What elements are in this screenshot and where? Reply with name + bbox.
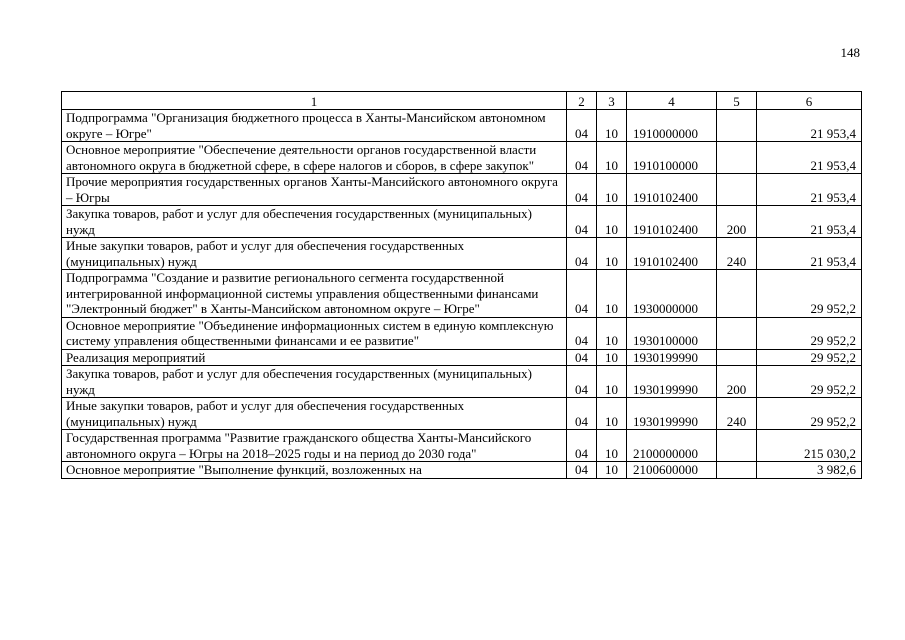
table-row: [62, 174, 862, 206]
table-row: [62, 462, 862, 479]
subsection-code: 10: [597, 398, 627, 430]
header-cell-5: 5: [717, 92, 757, 110]
section-code: 04: [567, 142, 597, 174]
amount: 3 982,6: [757, 462, 862, 479]
subsection-code: 10: [597, 462, 627, 479]
header-row: [62, 92, 862, 110]
header-cell-3: 3: [597, 92, 627, 110]
item-name: Прочие мероприятия государственных органов Ханты-Мансийского автономного округа – Югры: [62, 174, 567, 206]
expense-type-code: [717, 462, 757, 479]
expense-type-code: 200: [717, 206, 757, 238]
item-name: Иные закупки товаров, работ и услуг для обеспечения государственных (муниципальных) нужд: [62, 398, 567, 430]
section-code: 04: [567, 430, 597, 462]
amount: 29 952,2: [757, 270, 862, 318]
target-article-code: 1930199990: [627, 366, 717, 398]
expense-type-code: [717, 430, 757, 462]
target-article-code: 1910000000: [627, 110, 717, 142]
table-row: [62, 398, 862, 430]
section-code: 04: [567, 174, 597, 206]
amount: 29 952,2: [757, 317, 862, 349]
target-article-code: 1930199990: [627, 349, 717, 366]
subsection-code: 10: [597, 317, 627, 349]
amount: 21 953,4: [757, 110, 862, 142]
section-code: 04: [567, 206, 597, 238]
table-row: [62, 238, 862, 270]
table-header: [62, 92, 862, 110]
section-code: 04: [567, 238, 597, 270]
amount: 21 953,4: [757, 142, 862, 174]
item-name: Подпрограмма "Организация бюджетного процесса в Ханты-Мансийском автономном округе – Югре": [62, 110, 567, 142]
item-name: Основное мероприятие "Выполнение функций, возложенных на: [62, 462, 567, 479]
subsection-code: 10: [597, 206, 627, 238]
item-name: Закупка товаров, работ и услуг для обеспечения государственных (муниципальных) нужд: [62, 366, 567, 398]
subsection-code: 10: [597, 142, 627, 174]
expense-type-code: 200: [717, 366, 757, 398]
expense-type-code: [717, 270, 757, 318]
table-body: [62, 110, 862, 479]
table-row: [62, 142, 862, 174]
amount: 21 953,4: [757, 206, 862, 238]
table-row: [62, 366, 862, 398]
target-article-code: 1930199990: [627, 398, 717, 430]
section-code: 04: [567, 270, 597, 318]
table-row: [62, 317, 862, 349]
table-row: [62, 270, 862, 318]
expense-type-code: [717, 110, 757, 142]
expense-type-code: [717, 349, 757, 366]
expense-type-code: 240: [717, 398, 757, 430]
header-cell-1: 1: [62, 92, 567, 110]
expense-type-code: [717, 317, 757, 349]
table-row: [62, 430, 862, 462]
section-code: 04: [567, 398, 597, 430]
item-name: Реализация мероприятий: [62, 349, 567, 366]
target-article-code: 1910102400: [627, 206, 717, 238]
target-article-code: 1910102400: [627, 238, 717, 270]
amount: 29 952,2: [757, 366, 862, 398]
item-name: Закупка товаров, работ и услуг для обеспечения государственных (муниципальных) нужд: [62, 206, 567, 238]
subsection-code: 10: [597, 238, 627, 270]
subsection-code: 10: [597, 366, 627, 398]
expense-type-code: 240: [717, 238, 757, 270]
header-cell-6: 6: [757, 92, 862, 110]
expense-type-code: [717, 142, 757, 174]
section-code: 04: [567, 366, 597, 398]
expense-type-code: [717, 174, 757, 206]
subsection-code: 10: [597, 110, 627, 142]
item-name: Иные закупки товаров, работ и услуг для обеспечения государственных (муниципальных) нужд: [62, 238, 567, 270]
target-article-code: 1910100000: [627, 142, 717, 174]
amount: 29 952,2: [757, 398, 862, 430]
table-row: [62, 110, 862, 142]
amount: 29 952,2: [757, 349, 862, 366]
target-article-code: 1930000000: [627, 270, 717, 318]
item-name: Основное мероприятие "Обеспечение деятельности органов государственной власти автономного округа в бюджетной сфере, в сфере налогов и сборов, в сфере закупок": [62, 142, 567, 174]
section-code: 04: [567, 110, 597, 142]
section-code: 04: [567, 317, 597, 349]
budget-table: [61, 91, 862, 479]
target-article-code: 1930100000: [627, 317, 717, 349]
item-name: Подпрограмма "Создание и развитие регионального сегмента государственной интегрированной информационной системы управления общественными финансами "Электронный бюджет" в Ханты-Мансийском автономном округе – Югре": [62, 270, 567, 318]
header-cell-2: 2: [567, 92, 597, 110]
subsection-code: 10: [597, 349, 627, 366]
subsection-code: 10: [597, 430, 627, 462]
subsection-code: 10: [597, 174, 627, 206]
section-code: 04: [567, 349, 597, 366]
target-article-code: 2100600000: [627, 462, 717, 479]
item-name: Основное мероприятие "Объединение информационных систем в единую комплексную систему управления общественными финансами и ее развитие": [62, 317, 567, 349]
target-article-code: 2100000000: [627, 430, 717, 462]
subsection-code: 10: [597, 270, 627, 318]
item-name: Государственная программа "Развитие гражданского общества Ханты-Мансийского автономного округа – Югры на 2018–2025 годы и на период до 2030 года": [62, 430, 567, 462]
header-cell-4: 4: [627, 92, 717, 110]
page-number: 148: [840, 45, 860, 60]
amount: 215 030,2: [757, 430, 862, 462]
table-row: [62, 206, 862, 238]
amount: 21 953,4: [757, 174, 862, 206]
target-article-code: 1910102400: [627, 174, 717, 206]
table-row: [62, 349, 862, 366]
section-code: 04: [567, 462, 597, 479]
amount: 21 953,4: [757, 238, 862, 270]
